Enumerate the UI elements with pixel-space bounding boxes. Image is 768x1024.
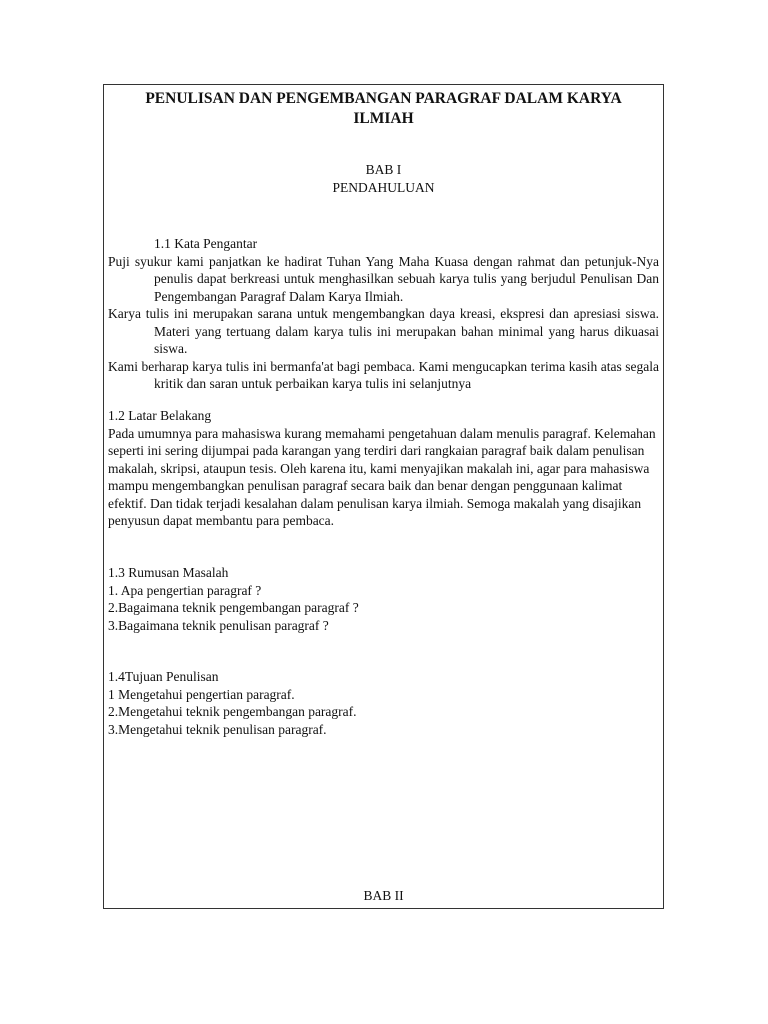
latar-belakang-heading: 1.2 Latar Belakang	[108, 408, 212, 423]
rumusan-masalah-heading: 1.3 Rumusan Masalah	[108, 565, 229, 580]
section-kata-pengantar	[108, 235, 659, 393]
chapter-1-name: PENDAHULUAN	[332, 180, 435, 195]
tujuan-penulisan-item-1: 1 Mengetahui pengertian paragraf.	[108, 686, 295, 702]
chapter-2-label: BAB II	[363, 888, 404, 903]
tujuan-penulisan-item-3: 3.Mengetahui teknik penulisan paragraf.	[108, 721, 327, 737]
section-rumusan-masalah	[108, 564, 659, 634]
tujuan-penulisan-heading: 1.4Tujuan Penulisan	[108, 669, 219, 684]
latar-belakang-text: Pada umumnya para mahasiswa kurang memahami pengetahuan dalam menulis paragraf. Kelemahan seperti ini sering dijumpai pada karangan yang terdiri dari rangkaian paragraf baik dalam penulisan makalah, skripsi, ataupun tesis. Oleh karena itu, kami menyajikan makalah ini, agar para mahasiswa mampu mengembangkan penulisan paragraf secara baik dan benar dengan penggunaan kalimat efektif. Dan tidak terjadi kesalahan dalam penulisan karya ilmiah. Semoga makalah yang disajikan penyusun dapat membantu para pembaca.	[108, 425, 656, 528]
tujuan-penulisan-item-2: 2.Mengetahui teknik pengembangan paragraf.	[108, 704, 357, 719]
chapter-1-label: BAB I	[365, 162, 402, 177]
kata-pengantar-heading: 1.1 Kata Pengantar	[154, 236, 258, 251]
kata-pengantar-paragraph-1: Puji syukur kami panjatkan ke hadirat Tuhan Yang Maha Kuasa dengan rahmat dan petunjuk-Nya penulis dapat berkreasi untuk menghasilkan sebuah karya tulis yang berjudul Penulisan Dan Pengembangan Paragraf Dalam Karya Ilmiah.	[108, 253, 659, 304]
section-latar-belakang	[108, 407, 659, 530]
document-title: PENULISAN DAN PENGEMBANGAN PARAGRAF DALAM KARYA ILMIAH	[145, 90, 622, 127]
section-tujuan-penulisan	[108, 668, 659, 738]
kata-pengantar-paragraph-3: Kami berharap karya tulis ini bermanfa'at bagi pembaca. Kami mengucapkan terima kasih atas segala kritik dan saran untuk perbaikan karya tulis ini selanjutnya	[108, 358, 659, 391]
kata-pengantar-paragraph-2: Karya tulis ini merupakan sarana untuk mengembangkan daya kreasi, ekspresi dan apresiasi siswa. Materi yang tertuang dalam karya tulis ini merupakan bahan minimal yang harus dikuasai siswa.	[108, 306, 659, 356]
document-page	[103, 84, 664, 909]
rumusan-masalah-item-1: 1. Apa pengertian paragraf ?	[108, 582, 262, 598]
rumusan-masalah-item-2: 2.Bagaimana teknik pengembangan paragraf ?	[108, 600, 359, 615]
rumusan-masalah-item-3: 3.Bagaimana teknik penulisan paragraf ?	[108, 617, 329, 633]
